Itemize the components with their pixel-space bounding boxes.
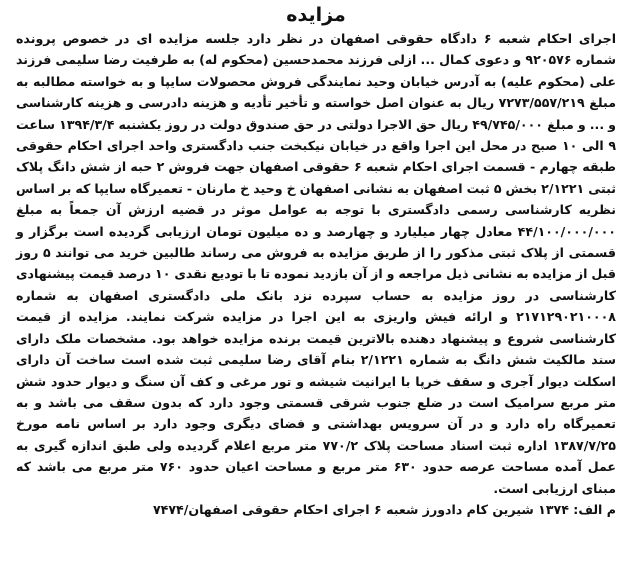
- notice-body: اجرای احکام شعبه ۶ دادگاه حقوقی اصفهان در نظر دارد جلسه مزایده ای در خصوص پرونده شماره ۹۲۰۵۷۶ و دعوی کمال ... ازلی فرزند محمدحسین (محکوم له) به طرفیت رضا سلیمی فرزند علی (محکوم علیه) به آدرس خیابان وحید نمایندگی فروش محصولات سایپا و به خواسته مطالبه به مبلغ ۷۲۷۳/۵۵۷/۲۱۹ ریال به عنوان اصل خواسته و تأخیر تأدیه و هزینه دادرسی و هزینه کارشناسی و ... و مبلغ ۴۹/۷۴۵/۰۰۰ ریال حق الاجرا دولتی در حق صندوق دولت در روز یکشنبه ۱۳۹۴/۳/۴ ساعت ۹ الی ۱۰ صبح در محل این اجرا واقع در خیابان نیکبخت جنب دادگستری واحد اجرای احکام حقوقی طبقه چهارم - قسمت اجرای احکام شعبه ۶ حقوقی اصفهان جهت فروش ۲ حبه از شش دانگ پلاک ثبتی ۲/۱۲۲۱ بخش ۵ ثبت اصفهان به نشانی اصفهان خ وحید خ مارنان - تعمیرگاه سایپا که بر اساس نظریه کارشناسی رسمی دادگستری با توجه به عوامل موثر در قضیه ارزش آن جمعاً به مبلغ ۴۴/۱۰۰/۰۰۰/۰۰۰ معادل چهار میلیارد و چهارصد و ده میلیون تومان ارزیابی گردیده است برگزار و قسمتی از پلاک ثبتی مذکور را از طریق مزایده به فروش می رساند طالبین خرید می توانند ۵ روز قبل از مزایده به نشانی ذیل مراجعه و از آن بازدید نموده تا با تودیع نقدی ۱۰ درصد قیمت پیشنهادی کارشناسی در روز مزایده به حساب سپرده نزد بانک ملی دادگستری اصفهان به شماره ۲۱۷۱۲۹۰۲۱۰۰۰۸ و ارائه فیش واریزی به این اجرا در مزایده شرکت نمایند. مزایده از قیمت کارشناسی شروع و پیشنهاد دهنده بالاترین قیمت برنده مزایده خواهد بود. مشخصات ملک دارای سند مالکیت شش دانگ به شماره ۲/۱۲۲۱ بنام آقای رضا سلیمی ثبت شده است ساخت آن دارای اسکلت دیوار آجری و سقف خرپا با ایرانیت شیشه و تور مرغی و کف آن سنگ و دیوار حدود شش متر مربع سرامیک است در ضلع جنوب شرقی قسمتی وجود دارد که بدون سقف می باشد و به تعمیرگاه راه دارد و در آن سرویس بهداشتی و فضای دیگری وجود دارد بر اساس نامه مورخ ۱۳۸۷/۷/۲۵ اداره ثبت اسناد مساحت پلاک ۷۷۰/۲ متر مربع اعلام گردیده ولی طبق اندازه گیری به عمل آمده مساحت عرصه حدود ۶۳۰ متر مربع و مساحت اعیان حدود ۷۶۰ متر مربع می باشد که مبنای ارزیابی است.: [16, 31, 617, 496]
- notice-signature: م الف: ۱۳۷۴ شیرین کام دادورز شعبه ۶ اجرای احکام حقوقی اصفهان/۷۴۷۴: [152, 501, 616, 517]
- notice-title: مزایده: [286, 4, 346, 26]
